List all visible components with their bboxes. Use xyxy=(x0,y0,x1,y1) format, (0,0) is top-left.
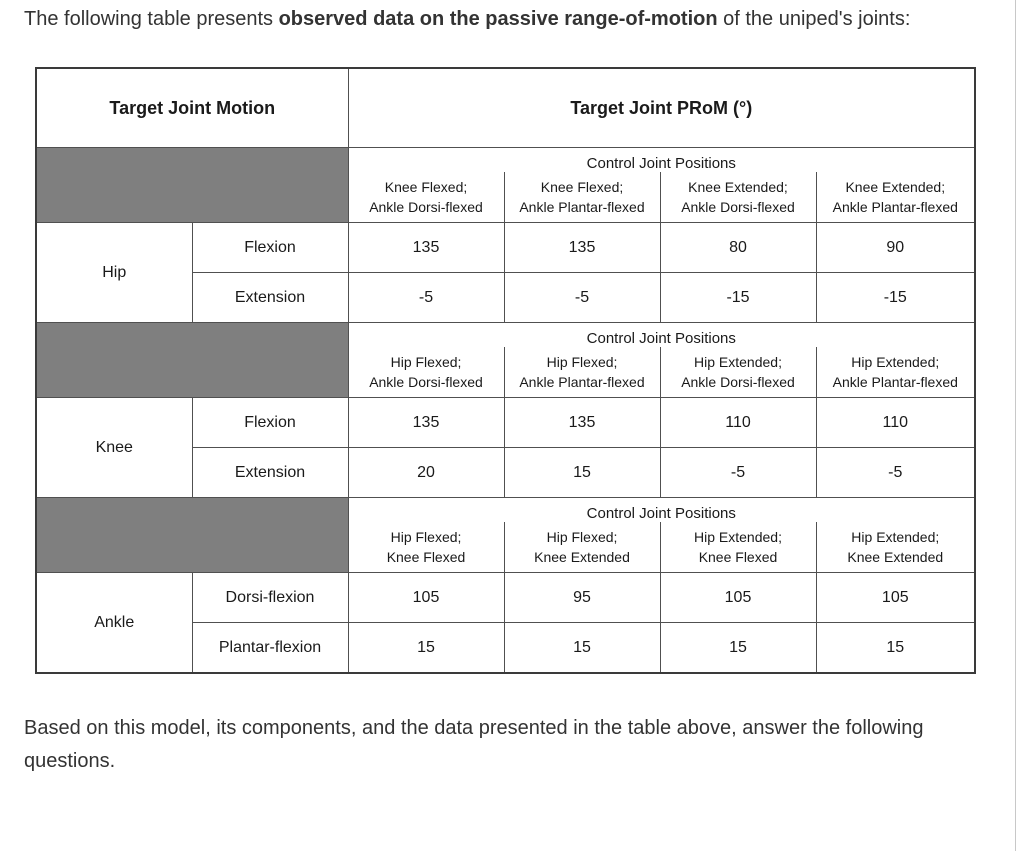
control-positions-title-row xyxy=(36,323,975,348)
prom-value-cell: 15 xyxy=(504,623,660,674)
control-positions-title-row xyxy=(36,498,975,523)
table-row xyxy=(36,573,975,623)
prom-value-cell: 15 xyxy=(816,623,975,674)
table-sections xyxy=(36,148,975,674)
prom-value-cell: -5 xyxy=(660,448,816,498)
control-positions-label: Control Joint Positions xyxy=(348,323,975,348)
prom-value-cell: -5 xyxy=(816,448,975,498)
control-position-header xyxy=(660,172,816,223)
prom-value-cell: 105 xyxy=(348,573,504,623)
table-row xyxy=(36,223,975,273)
prom-value-cell: 110 xyxy=(816,398,975,448)
prom-value-cell: 15 xyxy=(504,448,660,498)
control-position-line1: Hip Flexed; xyxy=(546,354,618,370)
prom-value-cell: -15 xyxy=(816,273,975,323)
control-position-line2: Knee Flexed xyxy=(698,549,778,565)
prom-value-cell: 15 xyxy=(348,623,504,674)
control-position-header xyxy=(816,522,975,573)
control-position-header xyxy=(504,522,660,573)
control-position-line1: Hip Extended; xyxy=(851,529,940,545)
table-header-row xyxy=(36,68,975,148)
control-position-header xyxy=(504,347,660,398)
prom-value-cell: 15 xyxy=(660,623,816,674)
joint-label-knee: Knee xyxy=(36,398,192,498)
control-position-line1: Hip Flexed; xyxy=(390,529,462,545)
control-position-line1: Knee Flexed; xyxy=(540,179,624,195)
motion-label: Flexion xyxy=(192,223,348,273)
motion-label: Plantar-flexion xyxy=(192,623,348,674)
gray-spacer-cell xyxy=(36,323,348,398)
control-position-line2: Ankle Plantar-flexed xyxy=(519,199,645,215)
control-position-header xyxy=(660,347,816,398)
control-position-header xyxy=(348,347,504,398)
intro-text-start: The following table presents xyxy=(24,8,279,30)
control-position-line1: Hip Extended; xyxy=(694,529,782,545)
intro-text-end: of the uniped's joints: xyxy=(717,8,911,30)
control-position-line2: Ankle Dorsi-flexed xyxy=(681,374,795,390)
control-position-line2: Ankle Plantar-flexed xyxy=(832,199,958,215)
control-position-line2: Ankle Dorsi-flexed xyxy=(369,199,483,215)
joint-label-ankle: Ankle xyxy=(36,573,192,674)
control-position-line1: Hip Extended; xyxy=(851,354,940,370)
motion-label: Dorsi-flexion xyxy=(192,573,348,623)
control-position-line2: Knee Extended xyxy=(534,549,630,565)
prom-value-cell: 135 xyxy=(348,223,504,273)
prom-value-cell: -5 xyxy=(504,273,660,323)
control-position-line2: Ankle Plantar-flexed xyxy=(519,374,645,390)
control-position-header xyxy=(816,172,975,223)
page-right-border xyxy=(1015,0,1016,851)
prom-value-cell: -5 xyxy=(348,273,504,323)
prom-value-cell: 135 xyxy=(504,398,660,448)
control-position-line2: Knee Extended xyxy=(847,549,944,565)
prom-value-cell: 110 xyxy=(660,398,816,448)
motion-label: Extension xyxy=(192,448,348,498)
header-target-joint-motion: Target Joint Motion xyxy=(36,68,348,148)
gray-spacer-cell xyxy=(36,148,348,223)
control-position-line1: Hip Flexed; xyxy=(546,529,618,545)
control-position-header xyxy=(660,522,816,573)
outro-text: Based on this model, its components, and the data presented in the table above, answer the following questions. xyxy=(24,717,924,772)
motion-label: Flexion xyxy=(192,398,348,448)
table-row xyxy=(36,398,975,448)
control-position-line1: Knee Flexed; xyxy=(384,179,468,195)
control-position-line2: Ankle Dorsi-flexed xyxy=(681,199,795,215)
control-position-line1: Hip Extended; xyxy=(694,354,782,370)
prom-value-cell: 90 xyxy=(816,223,975,273)
control-position-header xyxy=(348,522,504,573)
control-position-header xyxy=(348,172,504,223)
prom-value-cell: -15 xyxy=(660,273,816,323)
prom-value-cell: 105 xyxy=(816,573,975,623)
control-position-line2: Ankle Dorsi-flexed xyxy=(369,374,483,390)
control-positions-label: Control Joint Positions xyxy=(348,498,975,523)
intro-text xyxy=(24,6,910,32)
control-position-header xyxy=(504,172,660,223)
prom-value-cell: 95 xyxy=(504,573,660,623)
control-positions-label: Control Joint Positions xyxy=(348,148,975,173)
prom-value-cell: 135 xyxy=(348,398,504,448)
prom-value-cell: 105 xyxy=(660,573,816,623)
gray-spacer-cell xyxy=(36,498,348,573)
motion-label: Extension xyxy=(192,273,348,323)
control-position-line2: Knee Flexed xyxy=(386,549,466,565)
prom-value-cell: 135 xyxy=(504,223,660,273)
intro-text-bold: observed data on the passive range-of-motion xyxy=(278,8,718,30)
control-position-line1: Hip Flexed; xyxy=(390,354,462,370)
prom-value-cell: 80 xyxy=(660,223,816,273)
control-position-line1: Knee Extended; xyxy=(688,179,788,195)
joint-label-hip: Hip xyxy=(36,223,192,323)
control-positions-title-row xyxy=(36,148,975,173)
prom-table xyxy=(35,67,976,674)
prom-value-cell: 20 xyxy=(348,448,504,498)
control-position-line1: Knee Extended; xyxy=(845,179,946,195)
control-position-header xyxy=(816,347,975,398)
header-target-joint-prom: Target Joint PRoM (°) xyxy=(348,68,975,148)
control-position-line2: Ankle Plantar-flexed xyxy=(832,374,958,390)
